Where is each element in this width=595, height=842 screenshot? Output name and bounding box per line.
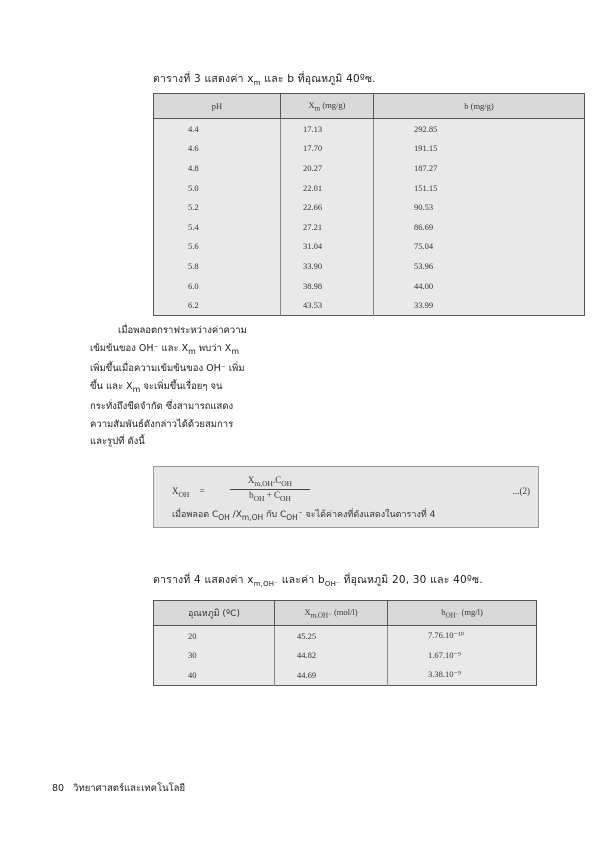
table4-cell: 7.76.10⁻¹⁰ xyxy=(388,626,537,646)
table3-cell: 5.2 xyxy=(188,202,199,213)
page-number: 80 xyxy=(52,783,65,794)
table3-cell: 5.4 xyxy=(188,221,199,232)
table3-row xyxy=(154,178,585,198)
table4-cell: 44.69 xyxy=(275,665,388,685)
table3-header-row xyxy=(154,94,585,119)
equation-lhs: $X_{OH}$ = xyxy=(172,486,205,499)
table4-header-temp: อุณหภูมิ (ºC) xyxy=(154,601,275,626)
table4-row xyxy=(154,646,537,666)
table3-cell: 44.00 xyxy=(374,276,585,296)
table3-row xyxy=(154,256,585,276)
table3-cell: 4.4 xyxy=(188,123,199,134)
table3-cell: 17.13 xyxy=(281,119,374,139)
equation-fraction: $X_{m,OH}.C_{OH}$ $b_{OH} + C_{OH}$ xyxy=(230,475,310,503)
table3-cell: 292.85 xyxy=(374,119,585,139)
table3-row xyxy=(154,139,585,159)
table4-row xyxy=(154,665,537,685)
paragraph-line: ความสัมพันธ์ดังกล่าวได้ด้วยสมการ xyxy=(90,418,234,430)
table3-row xyxy=(154,217,585,237)
table3-row xyxy=(154,295,585,315)
table3-cell: 20.27 xyxy=(281,158,374,178)
paragraph-line: เพิ่มขึ้นเมื่อความเข้มข้นของ OH⁻ เพิ่ม xyxy=(90,363,245,375)
table4-row xyxy=(154,626,537,646)
table3-row xyxy=(154,276,585,296)
paragraph-line: ขึ้น และ $X_m$ จะเพิ่มขึ้นเรื่อยๆ จน xyxy=(90,380,223,394)
table3-cell: 191.15 xyxy=(374,139,585,159)
table3-cell: 53.96 xyxy=(374,256,585,276)
table3-row xyxy=(154,158,585,178)
table4-cell: 1.67.10⁻⁹ xyxy=(388,646,537,666)
body-paragraph xyxy=(90,322,250,451)
paragraph-line: เข้มข้นของ OH⁻ และ $X_m$ พบว่า $X_m$ xyxy=(90,342,240,356)
table3-cell: 6.2 xyxy=(188,300,199,311)
table3-cell: 5.8 xyxy=(188,260,199,271)
table4-cell: 3.38.10⁻⁹ xyxy=(388,665,537,685)
equation-note: เมื่อพลอต $C_{OH}$ $/X_{m,OH}$ กับ $C_{OH}^-$ จะได้ค่าคงที่ดังแสดงในตารางที่ 4 xyxy=(172,510,436,522)
table3-cell: 33.99 xyxy=(374,295,585,315)
table3-cell: 43.53 xyxy=(281,295,374,315)
table3-cell: 38.98 xyxy=(281,276,374,296)
table4-cell: 30 xyxy=(188,650,197,661)
paragraph-line: เมื่อพลอตกราฟระหว่างค่าความ xyxy=(118,325,247,336)
table3-row xyxy=(154,119,585,139)
table4 xyxy=(153,600,537,686)
equation-number: ...(2) xyxy=(512,486,530,496)
paragraph-line: และรูปที่ ดังนี้ xyxy=(90,436,145,448)
table3-cell: 17.70 xyxy=(281,139,374,159)
table3-cell: 5.0 xyxy=(188,182,199,193)
table3-cell: 4.8 xyxy=(188,162,199,173)
table3-cell: 31.04 xyxy=(281,237,374,257)
table4-header-b: $b_{OH^-}$ (mg/l) xyxy=(388,601,537,626)
table3-cell: 151.15 xyxy=(374,178,585,198)
table3-cell: 75.04 xyxy=(374,237,585,257)
page-footer xyxy=(52,781,185,796)
table4-cell: 40 xyxy=(188,669,197,680)
table3-row xyxy=(154,197,585,217)
table4-cell: 20 xyxy=(188,630,197,641)
table3-cell: 86.69 xyxy=(374,217,585,237)
table3-cell: 5.6 xyxy=(188,241,199,252)
table4-header-xm: $X_{m,OH^-}$ (mol/l) xyxy=(275,601,388,626)
table3-row xyxy=(154,237,585,257)
table4-caption: ตารางที่ 4 แสดงค่า $x_{m,OH^-}$ และค่า $b_{OH^-}$ ที่อุณหภูมิ 20, 30 และ 40ºซ. xyxy=(153,574,483,589)
table3-cell: 6.0 xyxy=(188,280,199,291)
table4-body xyxy=(154,626,537,686)
table3-cell: 27.21 xyxy=(281,217,374,237)
footer-title: วิทยาศาสตร์และเทคโนโลยี xyxy=(73,783,186,794)
table4-cell: 44.82 xyxy=(275,646,388,666)
table4-cell: 45.25 xyxy=(275,626,388,646)
equation-box xyxy=(153,466,539,528)
table3-cell: 22.66 xyxy=(281,197,374,217)
table3-cell: 33.90 xyxy=(281,256,374,276)
paragraph-line: กระทั่งถึงขีดจำกัด ซึ่งสามารถแสดง xyxy=(90,401,234,413)
table3-header-b: b (mg/g) xyxy=(374,94,585,119)
table3-body xyxy=(154,119,585,316)
table3-cell: 4.6 xyxy=(188,143,199,154)
table3-cell: 22.01 xyxy=(281,178,374,198)
table3-header-ph: pH xyxy=(154,94,281,119)
table3-header-xm: $X_m$ (mg/g) xyxy=(281,94,374,119)
table3-cell: 187.27 xyxy=(374,158,585,178)
table3 xyxy=(153,93,585,316)
table3-cell: 90.53 xyxy=(374,197,585,217)
table3-caption: ตารางที่ 3 แสดงค่า $x_m$ และ b ที่อุณหภูมิ 40ºซ. xyxy=(153,73,376,88)
table4-header-row xyxy=(154,601,537,626)
